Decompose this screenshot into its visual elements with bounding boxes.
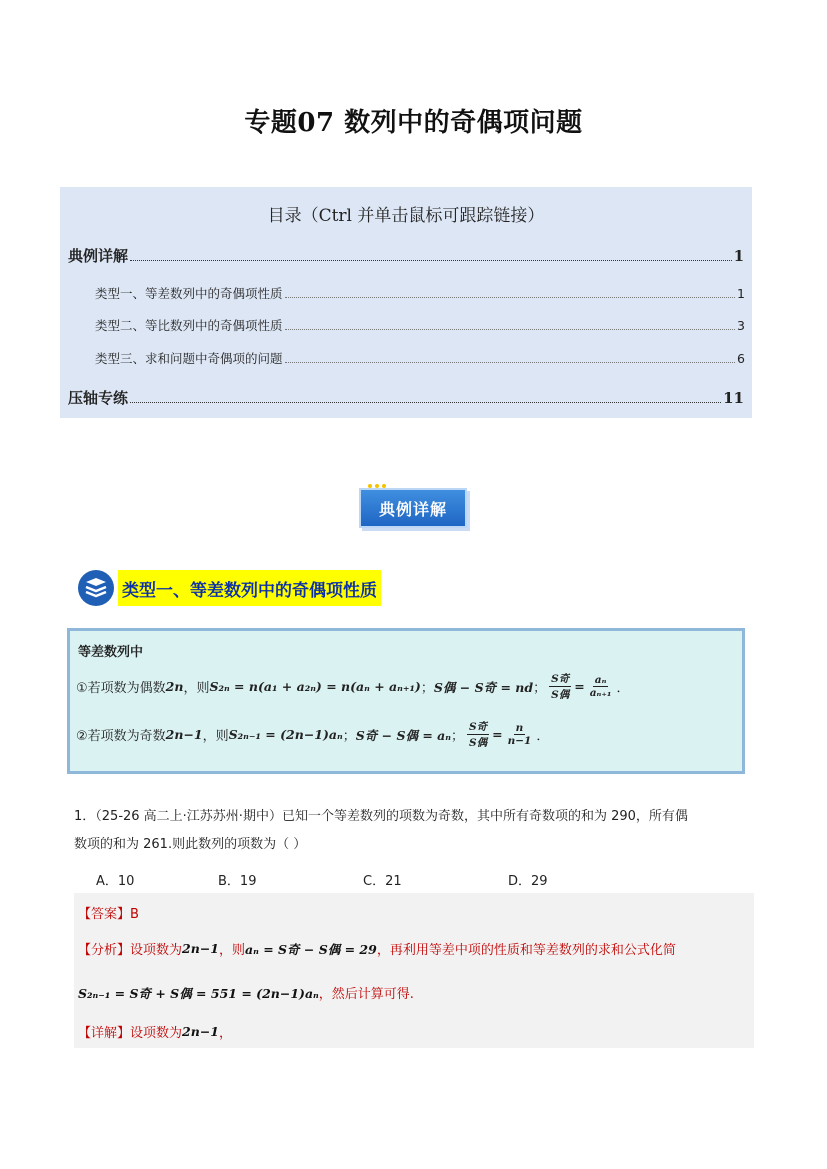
fraction: $\frac{n}{n-1}$ xyxy=(507,722,532,747)
math-formula: S₂ₙ₋₁ = (2n−1)aₙ xyxy=(228,727,343,742)
option-d: D．29 xyxy=(508,874,548,889)
text: ，则 xyxy=(202,729,229,744)
text: 设项数为 xyxy=(130,1026,183,1041)
toc-entry-page: 1 xyxy=(737,286,745,301)
analysis-line1 xyxy=(78,939,676,958)
detail-tag: 【详解】 xyxy=(78,1026,131,1041)
section-header xyxy=(78,570,381,606)
text: ， xyxy=(219,1026,233,1041)
toc-entry-label: 典例详解 xyxy=(68,247,129,265)
fraction: $\frac{\text{S奇}}{\text{S偶}}$ xyxy=(551,673,570,701)
math-formula: aₙ = S奇 − S偶 = 29 xyxy=(245,941,377,957)
box-line-even xyxy=(76,671,629,702)
toc-entry-page: 6 xyxy=(737,351,745,366)
math-formula: S₂ₙ = n(a₁ + a₂ₙ) = n(aₙ + aₙ₊₁) xyxy=(209,679,421,694)
math-var: 2n−1 xyxy=(165,727,203,742)
toc-entry-practice[interactable] xyxy=(68,387,744,408)
math-var: 2n−1 xyxy=(182,1024,219,1039)
answer-panel xyxy=(74,893,754,1048)
toc-entry-examples[interactable] xyxy=(68,245,744,266)
section-badge: 典例详解 xyxy=(359,488,467,528)
fraction: $\frac{\text{S奇}}{\text{S偶}}$ xyxy=(469,721,488,749)
answer-label: 【答案】B xyxy=(78,907,139,922)
toc-entry-type1[interactable] xyxy=(95,284,745,302)
math-formula: S₂ₙ₋₁ = S奇 + S偶 = 551 = (2n−1)aₙ xyxy=(78,985,319,1001)
option-b: B．19 xyxy=(218,874,257,889)
toc-entry-type3[interactable] xyxy=(95,349,745,367)
toc-entry-page: 1 xyxy=(733,247,744,265)
question-stem-line1: 1．（25-26 高二上·江苏苏州·期中）已知一个等差数列的项数为奇数，其中所有奇数项的和为 290，所有偶 xyxy=(74,809,688,824)
text: ； xyxy=(533,681,547,696)
text: ，再利用等差中项的性质和等差数列的求和公式化简 xyxy=(376,943,676,958)
text: ． xyxy=(616,681,630,696)
analysis-line2 xyxy=(78,983,414,1002)
toc-entry-label: 类型一、等差数列中的奇偶项性质 xyxy=(95,286,283,301)
toc-entry-label: 压轴专练 xyxy=(68,389,129,407)
math-formula: S偶 − S奇 = nd xyxy=(433,679,534,695)
text: ，则 xyxy=(219,943,246,958)
text: ． xyxy=(536,729,550,744)
text: ； xyxy=(420,681,434,696)
math-eq: = xyxy=(492,727,503,742)
text: ； xyxy=(450,729,464,744)
math-var: 2n−1 xyxy=(182,941,219,956)
text: ，则 xyxy=(183,681,210,696)
math-eq: = xyxy=(574,679,585,694)
box-heading: 等差数列中 xyxy=(78,645,144,660)
question-stem-line2: 数项的和为 261.则此数列的项数为（ ） xyxy=(74,837,307,852)
box-line-odd xyxy=(76,719,549,750)
text: ，然后计算可得. xyxy=(318,987,414,1002)
option-c: C．21 xyxy=(363,874,402,889)
section-title: 类型一、等差数列中的奇偶项性质 xyxy=(118,570,381,606)
toc-entry-label: 类型二、等比数列中的奇偶项性质 xyxy=(95,318,283,333)
key-points-box xyxy=(67,628,745,774)
math-var: 2n xyxy=(165,679,184,694)
page-title: 专题07 数列中的奇偶项问题 xyxy=(244,108,583,138)
toc-entry-page: 3 xyxy=(737,318,745,333)
text: ②若项数为奇数 xyxy=(76,729,166,744)
text: ①若项数为偶数 xyxy=(76,681,166,696)
table-of-contents xyxy=(60,187,752,418)
detail-line xyxy=(78,1022,232,1041)
analysis-tag: 【分析】 xyxy=(78,943,131,958)
toc-entry-type2[interactable] xyxy=(95,316,745,334)
book-stack-icon xyxy=(78,570,114,606)
toc-entry-label: 类型三、求和问题中奇偶项的问题 xyxy=(95,351,283,366)
math-formula: S奇 − S偶 = aₙ xyxy=(355,727,451,743)
option-a: A．10 xyxy=(96,874,135,889)
toc-entry-page: 11 xyxy=(723,389,744,407)
fraction: $\frac{\text{aₙ}}{\text{aₙ₊₁}}$ xyxy=(589,674,612,699)
text: ； xyxy=(342,729,356,744)
text: 设项数为 xyxy=(130,943,183,958)
toc-heading: 目录（Ctrl 并单击鼠标可跟踪链接） xyxy=(267,206,545,226)
